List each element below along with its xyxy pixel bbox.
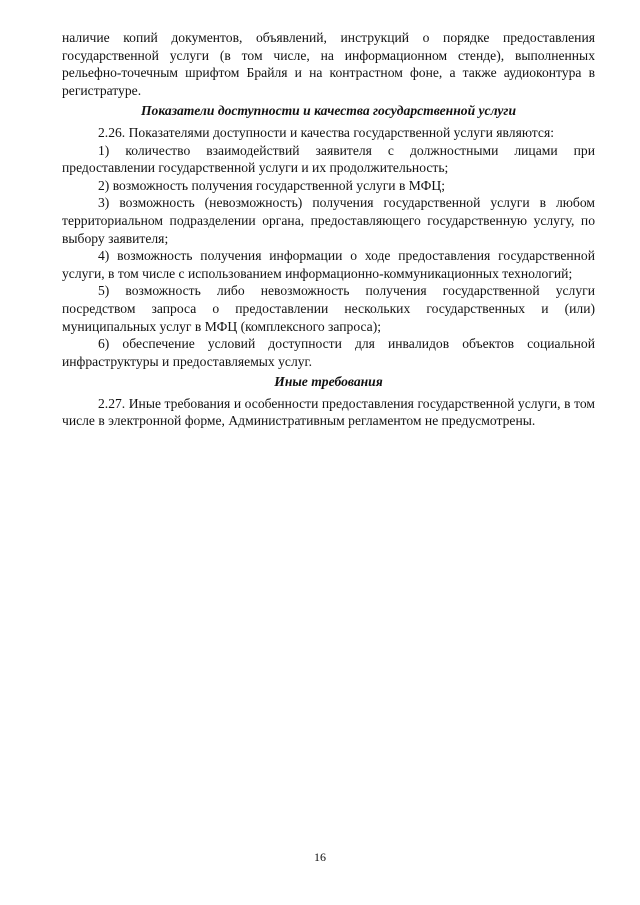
list-item-4: 4) возможность получения информации о ходе предоставления государственной услуги, в том числе с использованием информационно-коммуникационных технологий; [62, 248, 595, 281]
paragraph-2-27: 2.27. Иные требования и особенности предоставления государственной услуги, в том числе в электронной форме, Административным регламентом не предусмотрены. [62, 395, 595, 429]
list-item-2: 2) возможность получения государственной услуги в МФЦ; [98, 177, 445, 193]
list-item-6: 6) обеспечение условий доступности для инвалидов объектов социальной инфраструктуры и предоставляемых услуг. [62, 336, 595, 369]
paragraph-2-26: 2.26. Показателями доступности и качества государственной услуги являются: [98, 124, 554, 140]
paragraph-continuation: наличие копий документов, объявлений, инструкций о порядке предоставления государственной услуги (в том числе, на информационном стенде), выполненных рельефно-точечным шрифтом Брайля и на контрастном фоне, а также аудиоконтура в регистратуре. [62, 30, 595, 98]
section-heading-accessibility: Показатели доступности и качества государственной услуги [140, 103, 516, 119]
section-heading-other-requirements: Иные требования [274, 374, 383, 390]
list-item-1: 1) количество взаимодействий заявителя с должностными лицами при предоставлении государственной услуги и их продолжительность; [62, 142, 595, 176]
document-page [62, 29, 595, 430]
list-item-3: 3) возможность (невозможность) получения государственной услуги в любом территориальном подразделении органа, предоставляющего государственную услугу, по выбору заявителя; [62, 195, 595, 246]
list-item-5: 5) возможность либо невозможность получения государственной услуги посредством запроса о предоставлении нескольких государственных и (или) муниципальных услуг в МФЦ (комплексного запроса); [62, 283, 595, 334]
page-number: 16 [314, 850, 326, 864]
